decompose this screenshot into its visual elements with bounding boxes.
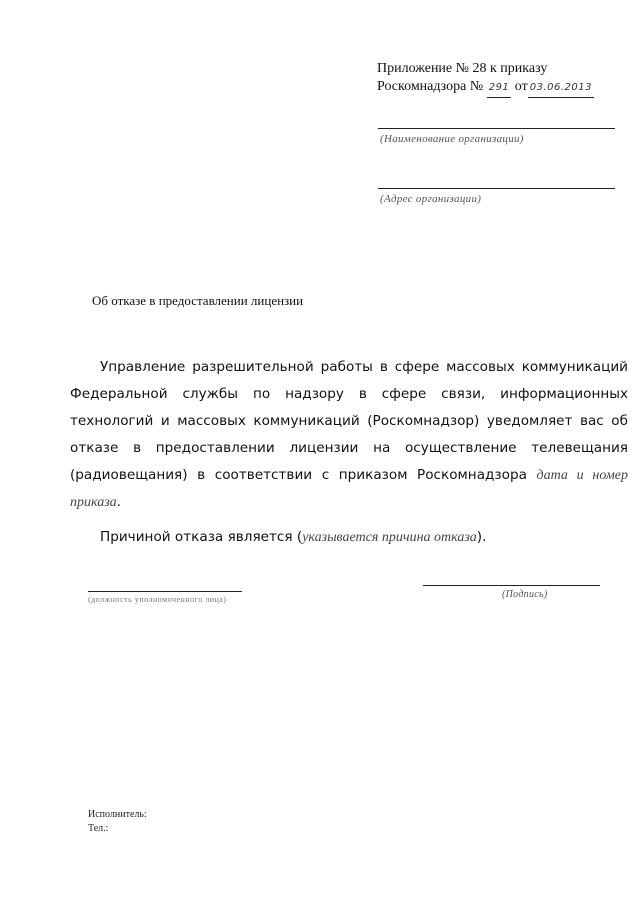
- order-prefix: Роскомнадзора №: [377, 79, 484, 94]
- appendix-text: Приложение № 28 к приказу: [377, 61, 548, 76]
- order-date: 03.06.2013: [528, 79, 594, 98]
- order-number: 291: [487, 79, 512, 98]
- document-body: [70, 354, 628, 551]
- body-paragraph-2: [70, 524, 628, 551]
- org-address-line: [378, 188, 615, 189]
- org-address-caption: (Адрес организации): [380, 193, 482, 205]
- order-placeholder: дата и номер приказа: [70, 468, 628, 510]
- signature-line: [423, 585, 600, 586]
- order-reference-line: [377, 78, 594, 98]
- paragraph-2-text: Причиной отказа является (: [100, 529, 303, 545]
- executor-label: Исполнитель:: [88, 809, 147, 820]
- signature-caption: (Подпись): [502, 589, 548, 600]
- org-name-line: [378, 128, 615, 129]
- org-name-caption: (Наименование организации): [380, 133, 524, 145]
- phone-label: Тел.:: [88, 823, 109, 834]
- paragraph-2-end: ).: [476, 529, 487, 545]
- paragraph-1-text: Управление разрешительной работы в сфере массовых коммуникаций Федеральной службы по надзору в сфере связи, информационных технологий и массовых коммуникаций (Роскомнадзор) уведомляет вас об отказе в предоставлении лицензии на осуществление телевещания (радиовещания) в соответствии с приказом Роскомнадзора: [70, 359, 628, 483]
- paragraph-1-end: .: [116, 494, 121, 510]
- position-caption: (должность уполномоченного лица): [88, 595, 227, 604]
- date-prefix: от: [514, 79, 528, 94]
- position-line: [88, 591, 242, 592]
- reason-placeholder: указывается причина отказа: [302, 530, 477, 545]
- document-subject: Об отказе в предоставлении лицензии: [92, 293, 304, 308]
- appendix-line: [377, 60, 547, 78]
- body-paragraph-1: [70, 354, 628, 516]
